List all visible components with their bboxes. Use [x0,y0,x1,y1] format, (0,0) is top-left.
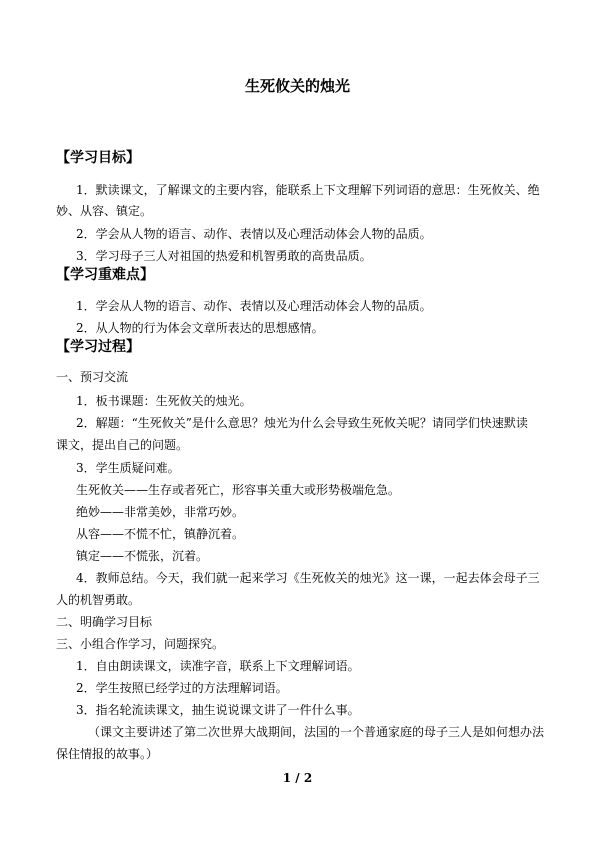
page-title: 生死攸关的烛光 [244,77,350,95]
process-line: 课文，提出自己的问题。 [56,438,189,452]
process-line: 3．学生质疑问难。 [76,461,180,475]
process-heading: 【学习过程】 [56,339,140,355]
process-line: 二、明确学习目标 [56,615,153,629]
process-line: 1．板书课题：生死攸关的烛光。 [76,394,252,408]
process-line: 4．教师总结。今天，我们就一起来学习《生死攸关的烛光》这一课，一起去体会母子三 [76,571,540,585]
keypoints-heading: 【学习重难点】 [56,267,154,283]
process-line: 绝妙——非常美妙，非常巧妙。 [76,505,245,519]
process-line: 生死攸关——生存或者死亡，形容事关重大或形势极端危急。 [76,483,401,497]
objective-line: 1．默读课文，了解课文的主要内容，能联系上下文理解下列词语的意思：生死攸关、绝 [76,183,540,197]
objective-line: 妙、从容、镇定。 [56,204,153,218]
process-line: 1．自由朗读课文，读准字音，联系上下文理解词语。 [76,659,360,673]
objectives-heading: 【学习目标】 [56,150,140,166]
process-line: 2．解题：“生死攸关”是什么意思？烛光为什么会导致生死攸关呢？请同学们快速默读 [76,416,528,430]
process-line: 人的机智勇敢。 [56,593,141,607]
process-line: 2．学生按照已经学过的方法理解词语。 [76,681,288,695]
process-line: 保住情报的故事。） [56,747,159,761]
process-line: 3．指名轮流读课文，抽生说说课文讲了一件什么事。 [76,703,360,717]
objective-line: 2．学会从人物的语言、动作、表情以及心理活动体会人物的品质。 [76,227,432,241]
process-line: 镇定——不慌张，沉着。 [76,549,209,563]
process-line: （课文主要讲述了第二次世界大战期间，法国的一个普通家庭的母子三人是如何想办法 [88,725,545,739]
objective-line: 3．学习母子三人对祖国的热爱和机智勇敢的高贵品质。 [76,249,372,263]
process-line: 从容——不慌不忙，镇静沉着。 [76,527,245,541]
process-line: 一、预习交流 [56,370,129,384]
process-line: 三、小组合作学习，问题探究。 [56,637,225,651]
keypoint-line: 2．从人物的行为体会文章所表达的思想感情。 [76,321,324,335]
keypoint-line: 1．学会从人物的语言、动作、表情以及心理活动体会人物的品质。 [76,299,432,313]
page-number: 1 / 2 [282,771,313,785]
